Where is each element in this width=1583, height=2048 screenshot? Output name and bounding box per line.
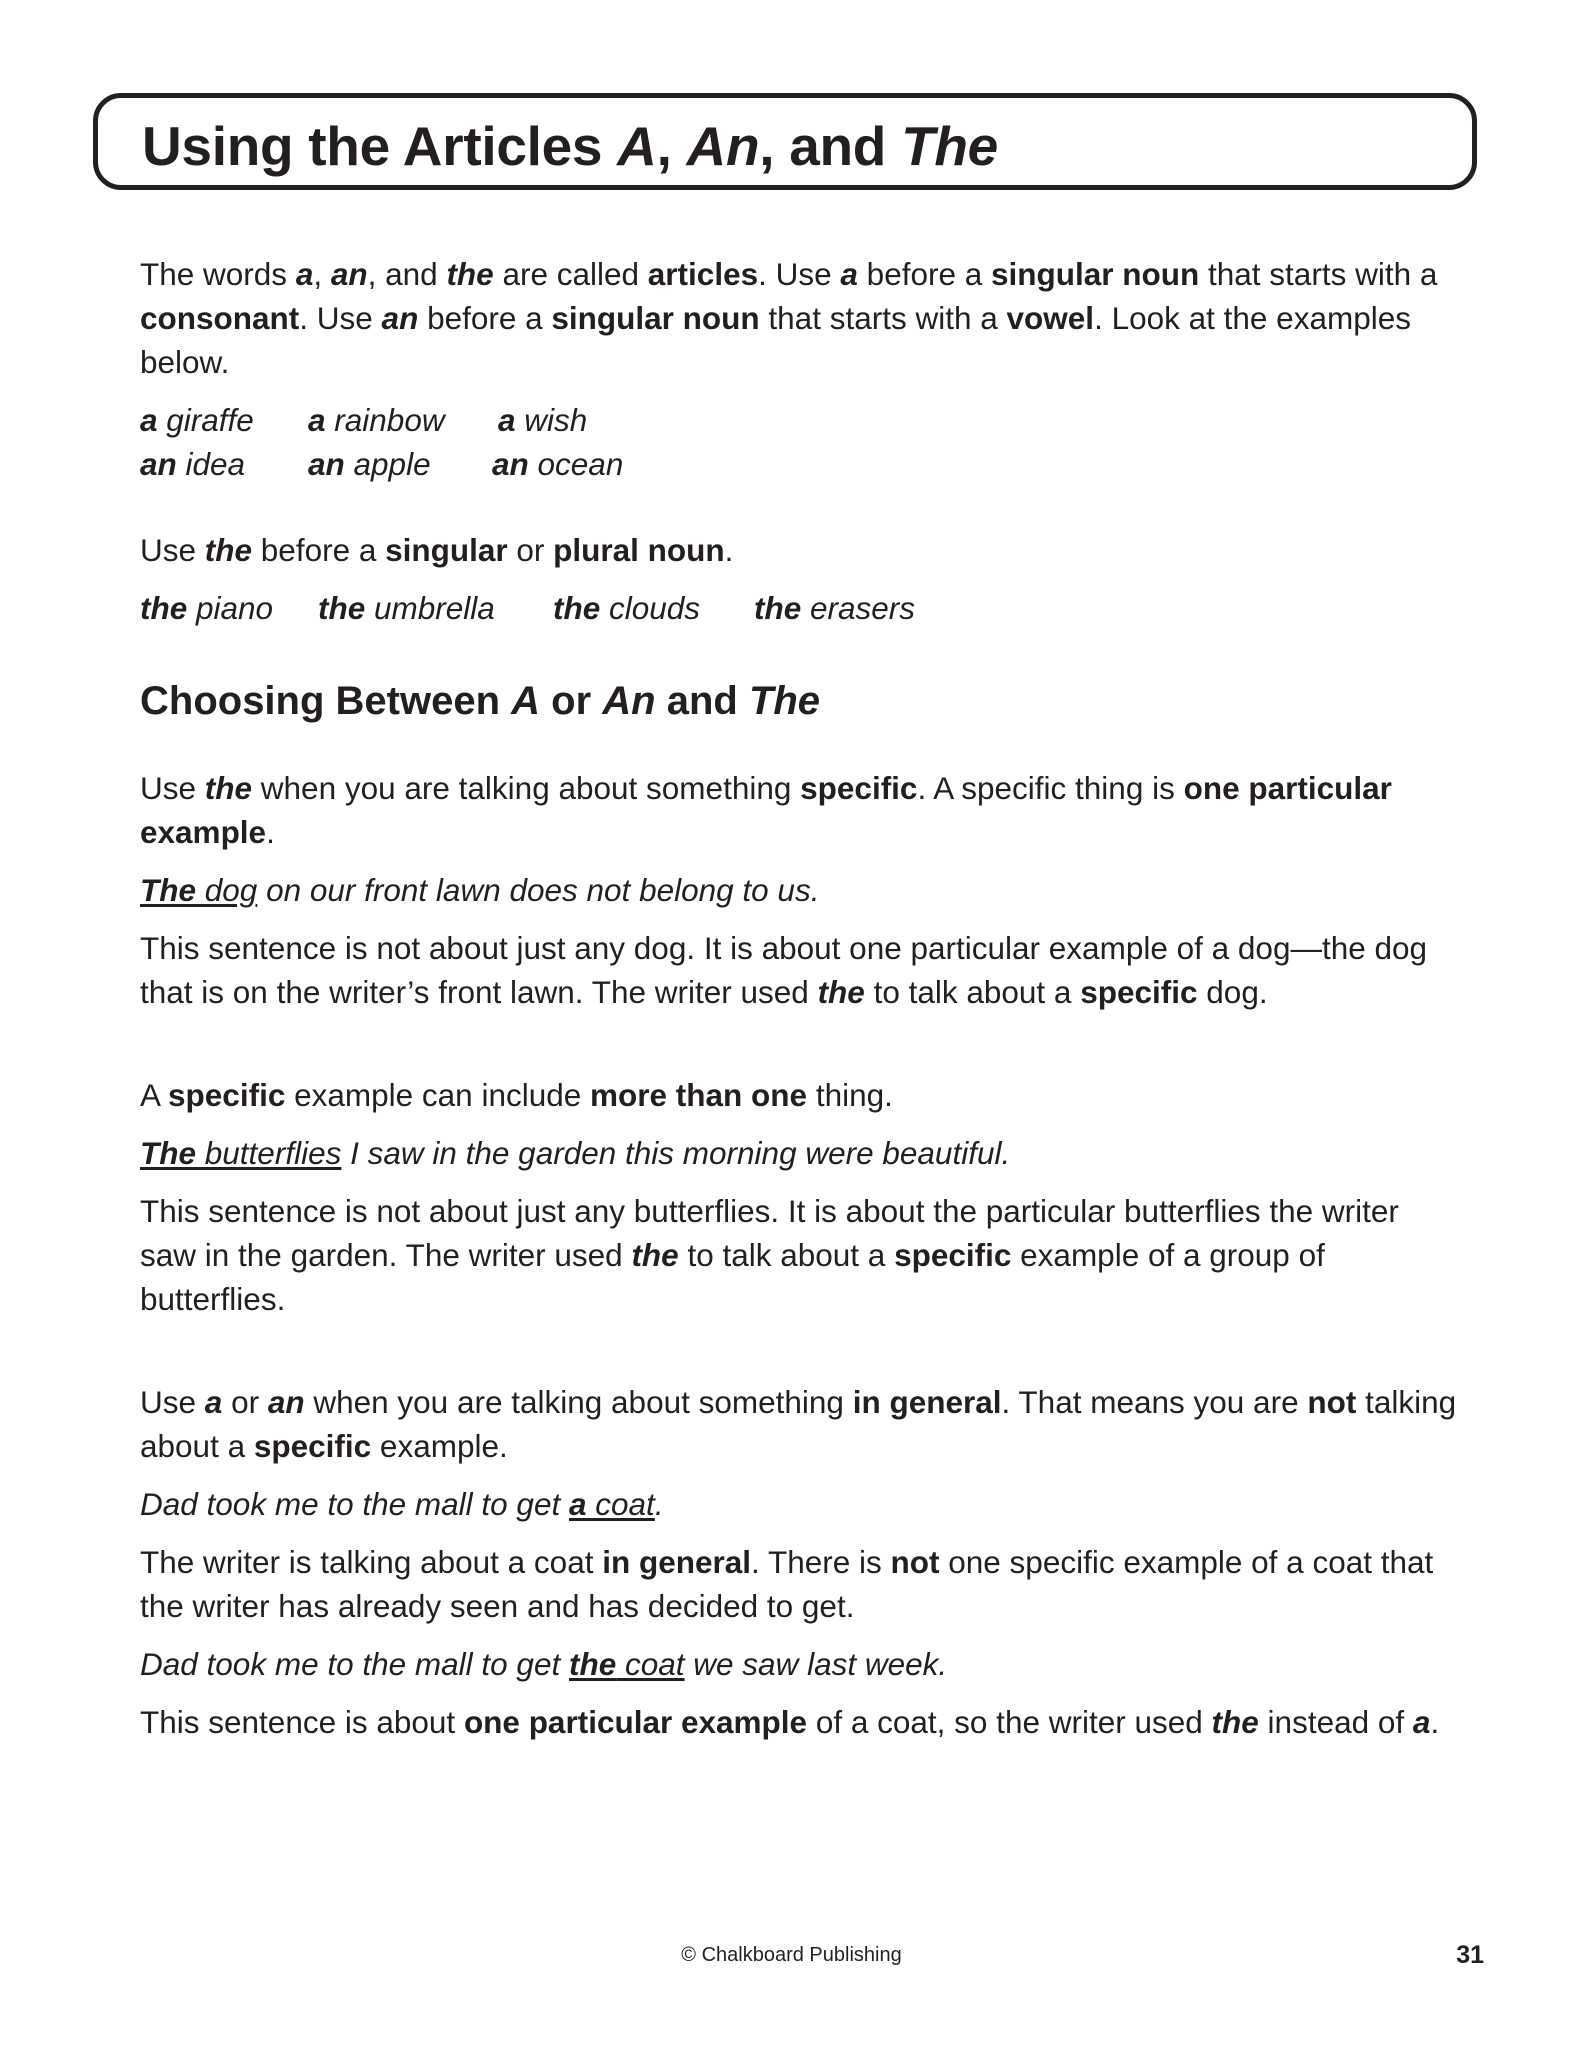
page-number: 31 [1456, 1941, 1484, 1969]
example-item: an apple [308, 446, 431, 482]
example-item: a wish [498, 402, 588, 438]
example-item: the umbrella [318, 590, 495, 626]
example-sentence-the-coat: Dad took me to the mall to get the coat we saw last week. [140, 1646, 948, 1682]
explanation-a-coat: The writer is talking about a coat in general. There is not one specific example of a coat that the writer has already seen and has decided to get. [140, 1544, 1434, 1624]
title-box [93, 93, 1477, 190]
main-content [140, 252, 1460, 1744]
article-examples-grid [140, 398, 1460, 486]
general-rule-paragraph: Use a or an when you are talking about something in general. That means you are not talking about a specific example. [140, 1384, 1457, 1464]
examples-an-row [140, 442, 1460, 486]
example-item: the clouds [553, 590, 701, 626]
example-sentence-dog: The dog on our front lawn does not belong to us. [140, 872, 820, 908]
explanation-dog: This sentence is not about just any dog. It is about one particular example of a dog—the dog that is on the writer’s front lawn. The writer used the to talk about a specific dog. [140, 930, 1428, 1010]
intro-paragraph: The words a, an, and the are called articles. Use a before a singular noun that starts with a consonant. Use an before a singular noun that starts with a vowel. Look at the examples below. [140, 256, 1438, 380]
example-item: an ocean [492, 446, 624, 482]
the-rule-paragraph: Use the before a singular or plural noun. [140, 532, 734, 568]
specific-rule-paragraph: Use the when you are talking about something specific. A specific thing is one particular example. [140, 770, 1392, 850]
page-title: Using the Articles A, An, and The [142, 115, 998, 177]
explanation-the-coat: This sentence is about one particular example of a coat, so the writer used the instead of a. [140, 1704, 1440, 1740]
example-sentence-a-coat: Dad took me to the mall to get a coat. [140, 1486, 664, 1522]
publisher-footer: © Chalkboard Publishing [681, 1944, 902, 1966]
example-item: a giraffe [140, 402, 254, 438]
example-item: the piano [140, 590, 274, 626]
examples-the-row [140, 586, 1460, 630]
section-heading: Choosing Between A or An and The [140, 679, 821, 723]
example-item: an idea [140, 446, 246, 482]
example-item: the erasers [754, 590, 916, 626]
explanation-butterflies: This sentence is not about just any butterflies. It is about the particular butterflies the writer saw in the garden. The writer used the to talk about a specific example of a group of butterflies. [140, 1193, 1399, 1317]
example-item: a rainbow [308, 402, 445, 438]
examples-a-row [140, 398, 1460, 442]
more-than-one-paragraph: A specific example can include more than one thing. [140, 1077, 893, 1113]
example-sentence-butterflies: The butterflies I saw in the garden this morning were beautiful. [140, 1135, 1011, 1171]
